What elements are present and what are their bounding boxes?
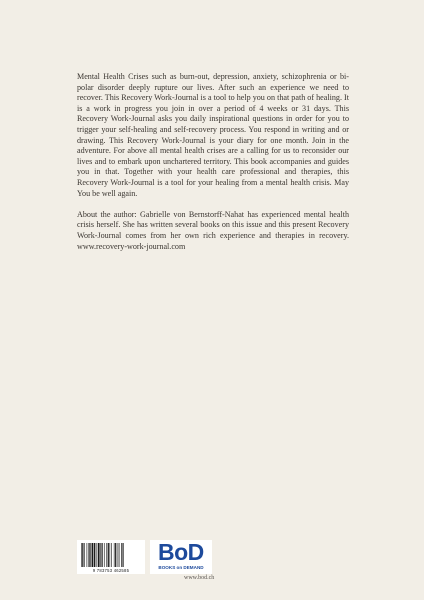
back-cover-blurb <box>77 72 349 263</box>
bod-logo-subtitle: BOOKS on DEMAND <box>158 565 204 570</box>
blurb-paragraph-author: About the author: Gabrielle von Bernstorff-Nahat has experienced mental health crisis herself. She has written several books on this issue and this present Recovery Work-Journal comes from her own rich experience and therapies in recovery. www.recovery-work-journal.com <box>77 209 349 251</box>
publisher-url: www.bod.ch <box>184 575 215 581</box>
blurb-paragraph-description: Mental Health Crises such as burn-out, depression, anxiety, schizophrenia or bi-polar disorder deeply rupture our lives. After such an experience we need to recover. This Recovery Work-Journal is a tool to help you on that path of healing. It is a work in progress you join in over a period of 4 weeks or 31 days. This Recovery Work-Journal asks you daily inspirational questions in order for you to trigger your self-healing and self-recovery process. You respond in writing and or drawing. This Recovery Work-Journal is your diary for one month. Join in the adventure. For above all mental health crises are a calling for us to reconsider our lives and to embark upon unchartered territory. This book accompanies and guides you in that. Together with your health care professional and therapies, this Recovery Work-Journal is a tool for your healing from a mental health crisis. May You be well again. <box>77 72 349 198</box>
bod-logo-mark: BoD <box>158 539 204 565</box>
isbn-barcode <box>77 540 145 574</box>
barcode-bars <box>81 543 141 567</box>
isbn-number: 9 783753 462585 <box>92 568 130 573</box>
publisher-logo <box>150 540 212 574</box>
